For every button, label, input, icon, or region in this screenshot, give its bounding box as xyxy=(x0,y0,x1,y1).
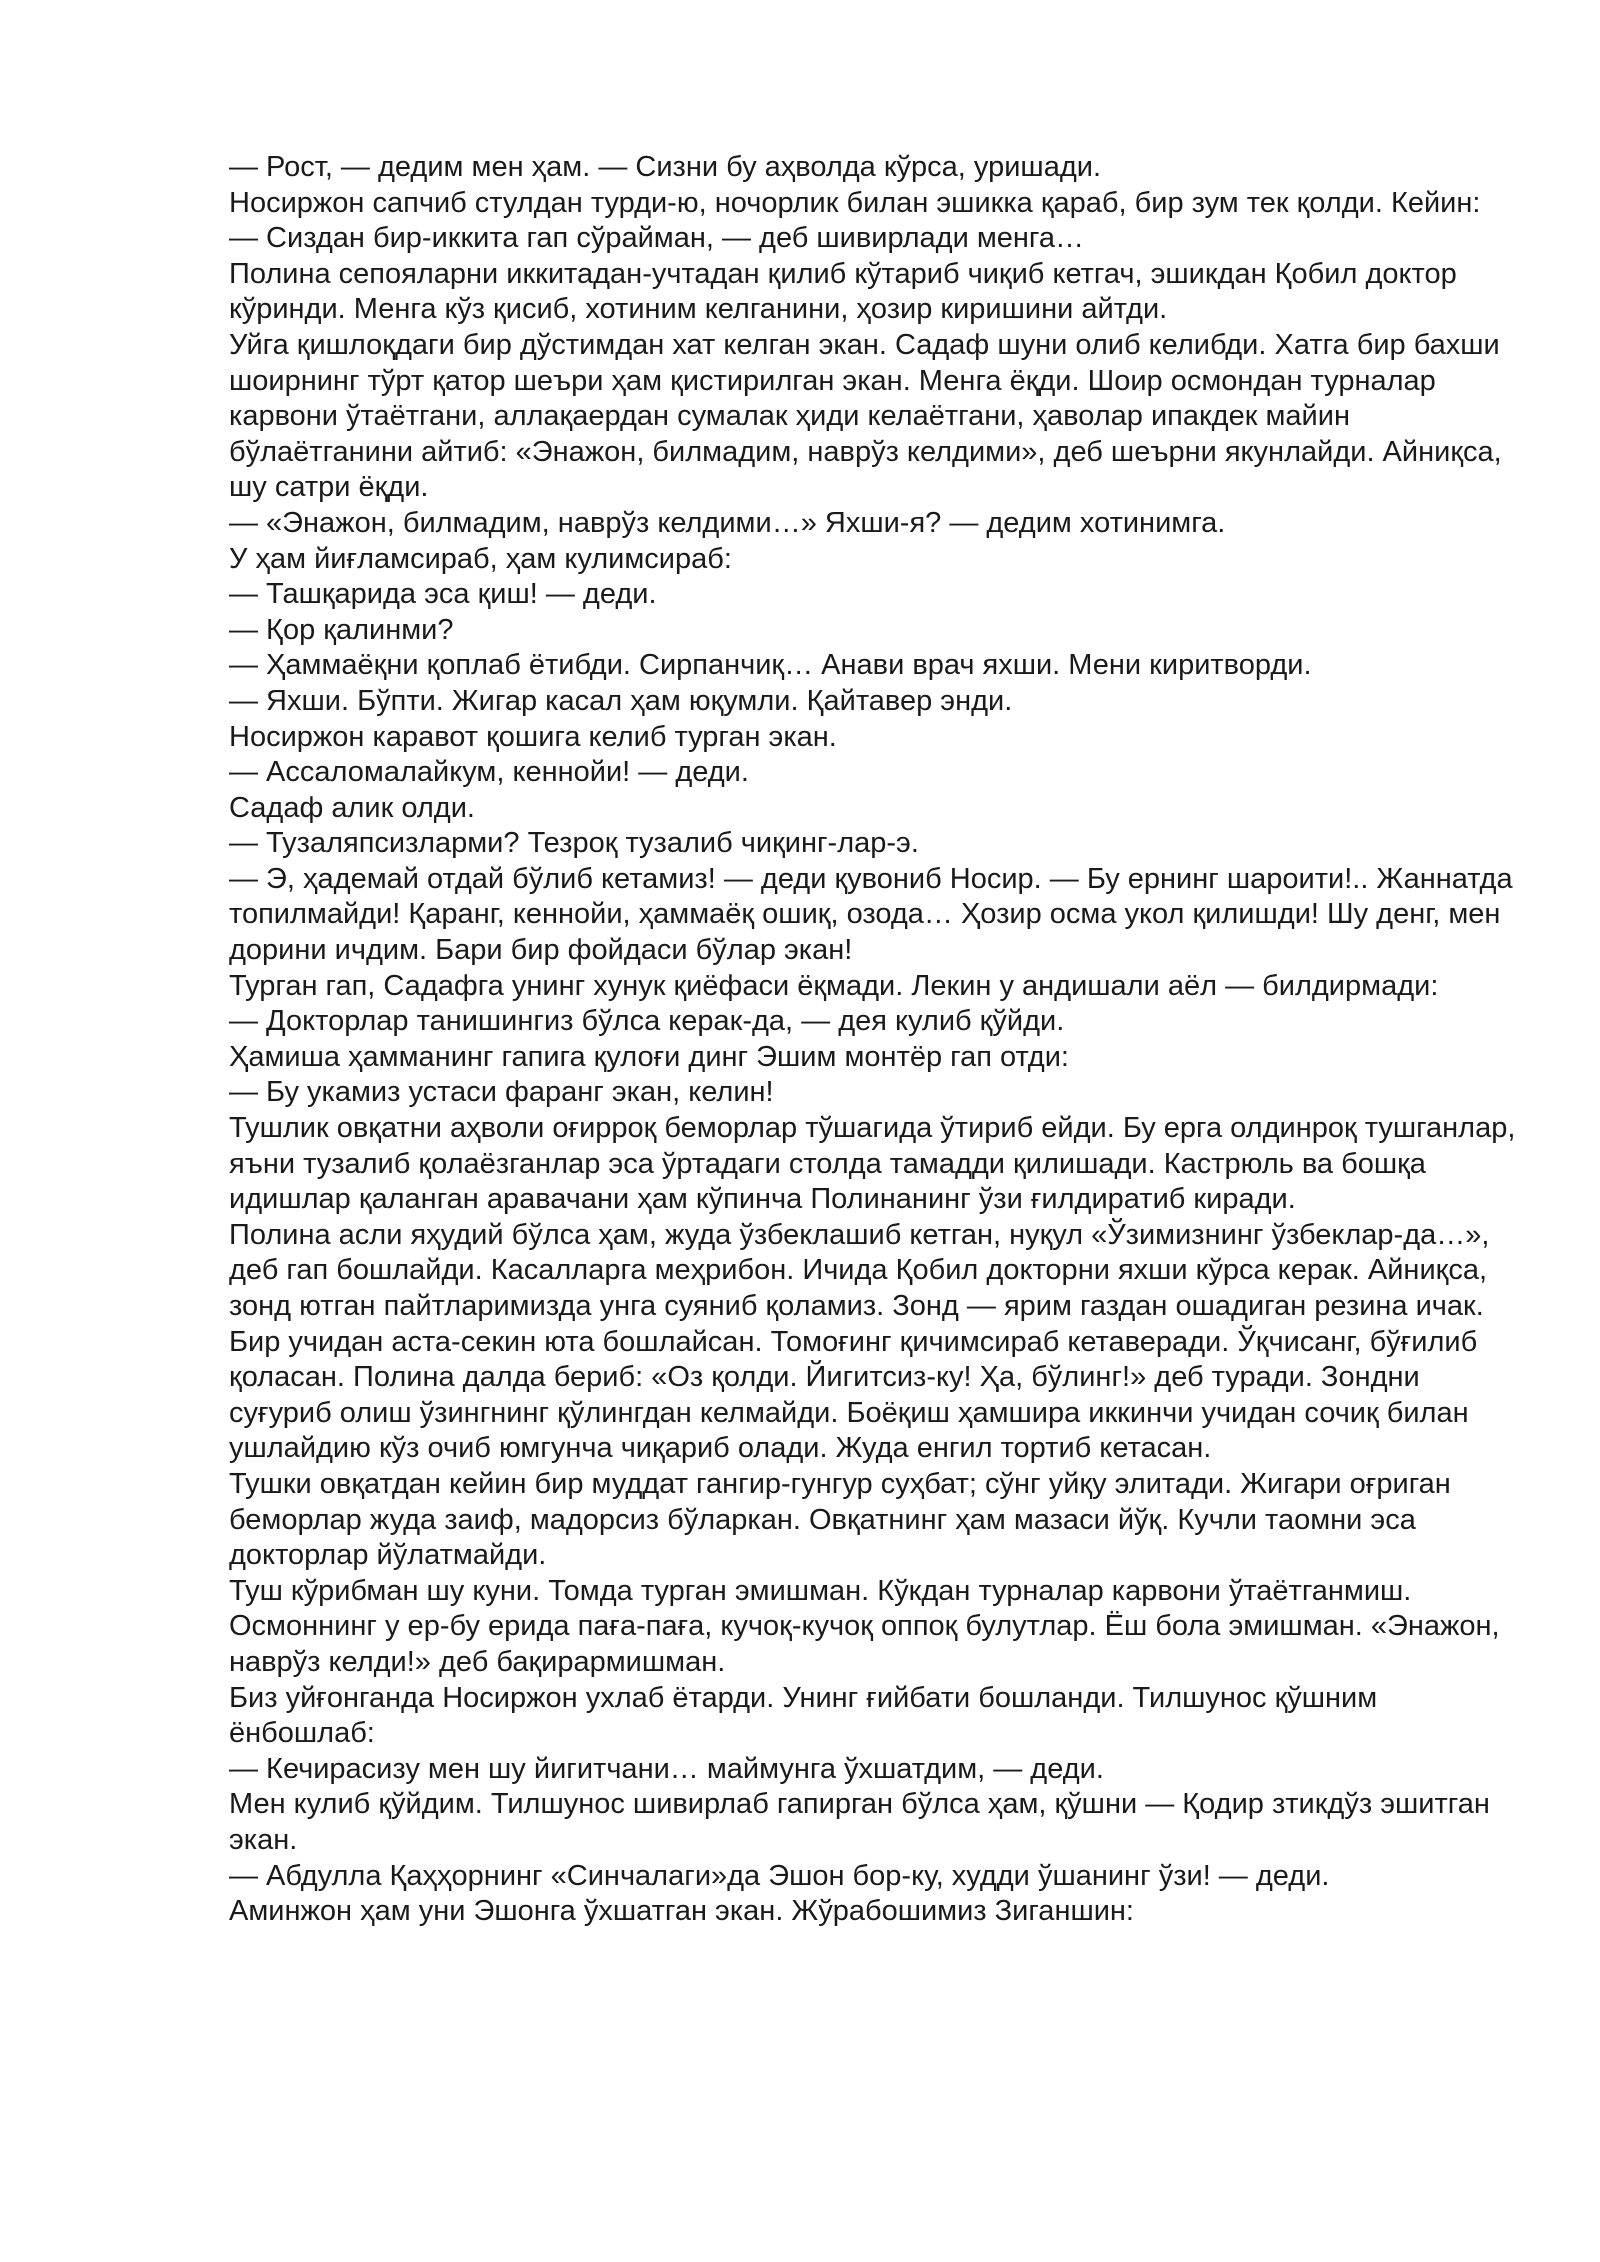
paragraph: — Ташқарида эса қиш! — деди. xyxy=(229,578,657,611)
paragraph: — Яхши. Бўпти. Жигар касал ҳам юқумли. Қайтавер энди. xyxy=(229,684,1013,717)
paragraph: Туш кўрибман шу куни. Томда турган эмишман. Кўкдан турналар карвони ўтаётганмиш. Осмоннинг у ер-бу ерида паға-паға, кучоқ-кучоқ оппоқ булутлар. Ёш бола эмишман. «Энажон, наврўз келди!» деб бақирармишман. xyxy=(229,1574,1500,1678)
paragraph: — Рост, — дедим мен ҳам. — Сизни бу аҳволда кўрса, уришади. xyxy=(229,151,1101,183)
paragraph: — Ҳаммаёқни қоплаб ётибди. Сирпанчиқ… Анави врач яхши. Мени киритворди. xyxy=(229,649,1312,682)
paragraph: Носиржон каравот қошига келиб турган экан. xyxy=(229,720,837,753)
paragraph: У ҳам йиғламсираб, ҳам кулимсираб: xyxy=(229,542,732,575)
paragraph: Тушки овқатдан кейин бир муддат гангир-гунгур суҳбат; сўнг уйқу элитади. Жигари оғриган беморлар жуда заиф, мадорсиз бўларкан. Овқатнинг ҳам мазаси йўқ. Кучли таомни эса докторлар йўлатмайди. xyxy=(229,1467,1451,1572)
paragraph: Уйга қишлоқдаги бир дўстимдан хат келган экан. Садаф шуни олиб келибди. Хатга бир бахши шоирнинг тўрт қатор шеъри ҳам қистирилган экан. Менга ёқди. Шоир осмондан турналар карвони ўтаётгани, аллақаердан сумалак ҳиди келаётгани, ҳаволар ипакдек майин бўлаётганини айтиб: «Энажон, билмадим, наврўз келдими», деб шеърни якунлайди. Айниқса, шу сатри ёқди. xyxy=(229,328,1502,504)
paragraph: — «Энажон, билмадим, наврўз келдими…» Яхши-я? — дедим хотинимга. xyxy=(229,506,1226,539)
paragraph: Полина сепояларни иккитадан-учтадан қилиб кўтариб чиқиб кетгач, эшикдан Қобил доктор кўринди. Менга кўз қисиб, хотиним келганини, ҳозир киришини айтди. xyxy=(229,257,1457,326)
paragraph: — Тузаляпсизларми? Тезроқ тузалиб чиқинг-лар-э. xyxy=(229,827,919,860)
paragraph: Турган гап, Садафга унинг хунук қиёфаси ёқмади. Лекин у андишали аёл — билдирмади: xyxy=(229,969,1439,1002)
paragraph: Биз уйғонганда Носиржон ухлаб ётарди. Унинг ғийбати бошланди. Тилшунос қўшним ёнбошлаб: xyxy=(229,1681,1378,1750)
paragraph: Аминжон ҳам уни Эшонга ўхшатган экан. Жўрабошимиз Зиганшин: xyxy=(229,1895,1134,1928)
paragraph: Мен кулиб қўйдим. Тилшунос шивирлаб гапирган бўлса ҳам, қўшни — Қодир зтикдўз эшитган экан. xyxy=(229,1788,1490,1856)
paragraph: — Қор қалинми? xyxy=(229,613,454,646)
document-body xyxy=(229,150,1529,1930)
paragraph: — Абдулла Қаҳҳорнинг «Синчалаги»да Эшон бор-ку, худди ўшанинг ўзи! — деди. xyxy=(229,1859,1330,1892)
paragraph: Ҳамиша ҳамманинг гапига қулоғи динг Эшим монтёр гап отди: xyxy=(229,1040,1069,1073)
paragraph: Носиржон сапчиб стулдан турди-ю, ночорлик билан эшикка қараб, бир зум тек қолди. Кейин: xyxy=(229,186,1481,219)
paragraph: Тушлик овқатни аҳволи оғирроқ беморлар тўшагида ўтириб ейди. Бу ерга олдинроқ тушганлар, яъни тузалиб қолаёзганлар эса ўртадаги столда тамадди қилишади. Кастрюль ва бошқа идишлар қаланган аравачани ҳам кўпинча Полинанинг ўзи ғилдиратиб киради. xyxy=(229,1112,1516,1216)
paragraph: — Сиздан бир-иккита гап сўрайман, — деб шивирлади менга… xyxy=(229,222,1085,255)
paragraph: Садаф алик олди. xyxy=(229,791,475,824)
paragraph: — Ассаломалайкум, кеннойи! — деди. xyxy=(229,756,749,789)
paragraph: — Э, ҳадемай отдай бўлиб кетамиз! — деди қувониб Носир. — Бу ернинг шароити!.. Жаннатда топилмайди! Қаранг, кеннойи, ҳаммаёқ ошиқ, озода… Ҳозир осма укол қилишди! Шу денг, мен дорини ичдим. Бари бир фойдаси бўлар экан! xyxy=(229,862,1513,967)
paragraph: Полина асли яҳудий бўлса ҳам, жуда ўзбеклашиб кетган, нуқул «Ўзимизнинг ўзбеклар-да…», деб гап бошлайди. Касалларга меҳрибон. Ичида Қобил докторни яхши кўрса керак. Айниқса, зонд ютган пайтларимизда унга суяниб қоламиз. Зонд — ярим газдан ошадиган резина ичак. Бир учидан аста-секин юта бошлайсан. Томоғинг қичимсираб кетаверади. Ўқчисанг, бўғилиб қоласан. Полина далда бериб: «Оз қолди. Йигитсиз-ку! Ҳа, бўлинг!» деб туради. Зондни суғуриб олиш ўзингнинг қўлингдан келмайди. Боёқиш ҳамшира иккинчи учидан сочиқ билан ушлайдию кўз очиб юмгунча чиқариб олади. Жуда енгил тортиб кетасан. xyxy=(229,1218,1490,1465)
paragraph: — Докторлар танишингиз бўлса керак-да, — дея кулиб қўйди. xyxy=(229,1005,1065,1038)
paragraph: — Бу укамиз устаси фаранг экан, келин! xyxy=(229,1076,774,1109)
paragraph: — Кечирасизу мен шу йигитчани… маймунга ўхшатдим, — деди. xyxy=(229,1752,1104,1785)
